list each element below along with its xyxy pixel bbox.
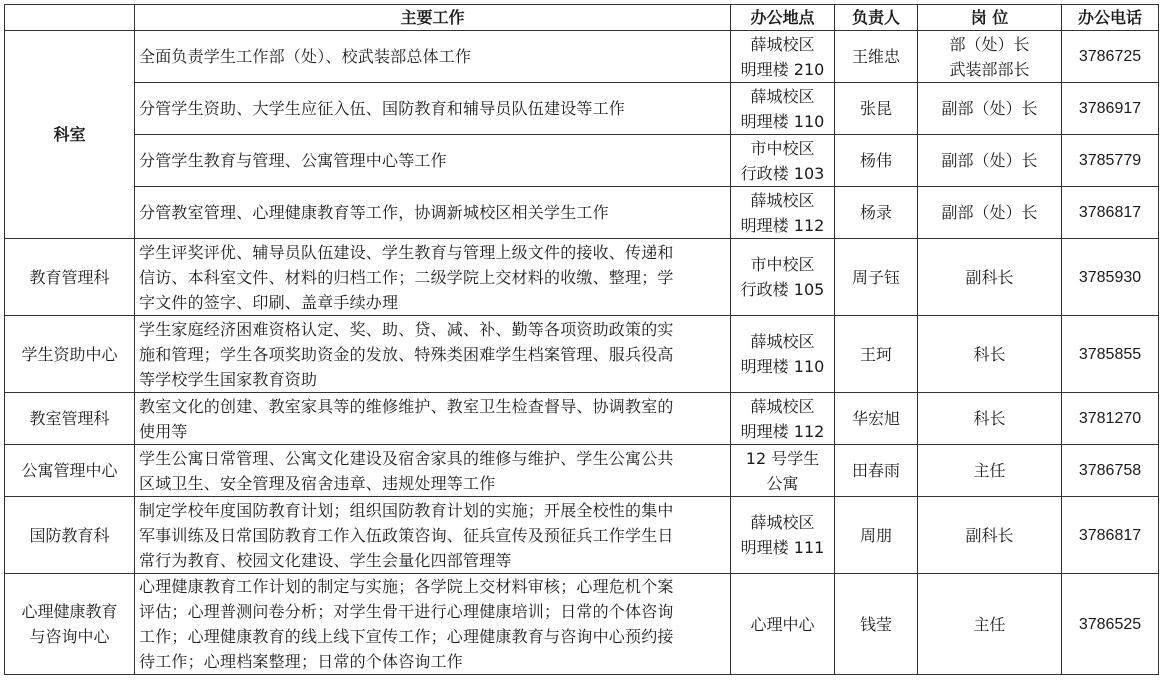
table-row [5, 316, 1159, 393]
work-line: 施和管理；学生各项奖助资金的发放、特殊类困难学生档案管理、服兵役高 [139, 344, 674, 364]
work-cell [135, 393, 731, 445]
location-cell [731, 187, 835, 239]
work-line: 区域卫生、安全管理及宿舍违章、违规处理等工作 [139, 473, 496, 493]
location-line: 行政楼 103 [740, 163, 825, 183]
table-row [5, 83, 1159, 135]
table-row [5, 574, 1159, 675]
phone-cell: 3786917 [1062, 83, 1159, 135]
table-row [5, 187, 1159, 239]
dept-cell: 公寓管理中心 [5, 445, 135, 497]
header-person: 负责人 [835, 5, 918, 31]
table-row [5, 497, 1159, 574]
dept-cell [5, 574, 135, 675]
position-cell: 副部（处）长 [918, 187, 1062, 239]
work-cell: 全面负责学生工作部（处）、校武装部总体工作 [135, 31, 731, 83]
position-cell: 副科长 [918, 497, 1062, 574]
work-cell [135, 445, 731, 497]
person-cell: 周子钰 [835, 239, 918, 316]
header-phone: 办公电话 [1062, 5, 1159, 31]
work-cell [135, 574, 731, 675]
phone-cell: 3781270 [1062, 393, 1159, 445]
location-line: 明理楼 110 [740, 111, 825, 131]
work-line: 学生家庭经济困难资格认定、奖、助、贷、减、补、勤等各项资助政策的实 [139, 319, 674, 339]
location-cell [731, 239, 835, 316]
location-cell [731, 497, 835, 574]
location-cell: 心理中心 [731, 574, 835, 675]
location-line: 薛城校区 [750, 86, 815, 106]
position-cell: 科长 [918, 393, 1062, 445]
phone-cell: 3786758 [1062, 445, 1159, 497]
work-line: 军事训练及日常国防教育工作入伍政策咨询、征兵宣传及预征兵工作学生日 [139, 525, 674, 545]
work-cell [135, 316, 731, 393]
work-line: 信访、本科室文件、材料的归档工作；二级学院上交材料的收缴、整理；学 [139, 267, 674, 287]
header-location: 办公地点 [731, 5, 835, 31]
phone-cell: 3786817 [1062, 187, 1159, 239]
person-cell: 杨伟 [835, 135, 918, 187]
phone-cell: 3786725 [1062, 31, 1159, 83]
dept-cell: 国防教育科 [5, 497, 135, 574]
person-cell: 周朋 [835, 497, 918, 574]
position-cell: 科长 [918, 316, 1062, 393]
location-cell [731, 31, 835, 83]
location-line: 行政楼 105 [740, 280, 825, 299]
work-line: 学生评奖评优、辅导员队伍建设、学生教育与管理上级文件的接收、传递和 [139, 242, 674, 262]
person-cell: 杨录 [835, 187, 918, 239]
person-cell: 钱莹 [835, 574, 918, 675]
work-line: 心理健康教育工作计划的制定与实施；各学院上交材料审核；心理危机个案 [139, 577, 674, 596]
duty-table [4, 4, 1159, 675]
work-line: 工作；心理健康教育的线上线下宣传工作；心理健康教育与咨询中心预约接 [139, 627, 674, 646]
position-cell: 副科长 [918, 239, 1062, 316]
work-line: 常行为教育、校园文化建设、学生会量化四部管理等 [139, 550, 512, 570]
table-row [5, 239, 1159, 316]
phone-cell: 3785930 [1062, 239, 1159, 316]
position-cell: 副部（处）长 [918, 135, 1062, 187]
work-line: 评估；心理普测问卷分析；对学生骨干进行心理健康培训；日常的个体咨询 [139, 602, 674, 621]
dept-cell-office: 科室 [5, 31, 135, 239]
location-line: 明理楼 112 [740, 215, 825, 235]
location-line: 公寓 [766, 473, 799, 493]
work-cell: 分管学生教育与管理、公寓管理中心等工作 [135, 135, 731, 187]
phone-cell: 3785779 [1062, 135, 1159, 187]
location-line: 薛城校区 [750, 190, 815, 210]
work-line: 教室文化的创建、教室家具等的维修维护、教室卫生检查督导、协调教室的 [139, 396, 674, 416]
work-line: 待工作；心理档案整理；日常的个体咨询工作 [139, 652, 464, 671]
location-line: 薛城校区 [750, 332, 815, 351]
person-cell: 田春雨 [835, 445, 918, 497]
person-cell: 华宏旭 [835, 393, 918, 445]
header-position: 岗 位 [918, 5, 1062, 31]
position-line: 部（处）长 [949, 34, 1030, 54]
location-cell [731, 83, 835, 135]
work-cell: 分管教室管理、心理健康教育等工作，协调新城校区相关学生工作 [135, 187, 731, 239]
work-cell: 分管学生资助、大学生应征入伍、国防教育和辅导员队伍建设等工作 [135, 83, 731, 135]
work-line: 等学校学生国家教育资助 [139, 369, 318, 389]
person-cell: 王维忠 [835, 31, 918, 83]
person-cell: 张昆 [835, 83, 918, 135]
work-line: 制定学校年度国防教育计划；组织国防教育计划的实施；开展全校性的集中 [139, 500, 674, 520]
position-cell: 主任 [918, 574, 1062, 675]
location-line: 12 号学生 [745, 448, 820, 468]
location-line: 市中校区 [750, 138, 815, 158]
table-row [5, 135, 1159, 187]
dept-line: 心理健康教育 [21, 602, 118, 621]
location-line: 市中校区 [750, 255, 815, 274]
location-cell [731, 393, 835, 445]
location-line: 薛城校区 [750, 513, 815, 532]
dept-cell: 教室管理科 [5, 393, 135, 445]
work-line: 使用等 [139, 421, 188, 441]
header-dept [5, 5, 135, 31]
work-cell [135, 239, 731, 316]
location-cell [731, 316, 835, 393]
location-line: 明理楼 112 [740, 421, 825, 441]
dept-cell: 教育管理科 [5, 239, 135, 316]
header-work: 主要工作 [135, 5, 731, 31]
location-line: 薛城校区 [750, 34, 815, 54]
position-cell [918, 31, 1062, 83]
location-line: 薛城校区 [750, 396, 815, 416]
location-cell [731, 135, 835, 187]
dept-line: 与咨询中心 [29, 627, 110, 646]
dept-cell: 学生资助中心 [5, 316, 135, 393]
table-row [5, 445, 1159, 497]
location-line: 明理楼 111 [740, 538, 825, 557]
table-row [5, 31, 1159, 83]
phone-cell: 3786525 [1062, 574, 1159, 675]
location-line: 明理楼 210 [740, 59, 825, 79]
phone-cell: 3785855 [1062, 316, 1159, 393]
person-cell: 王珂 [835, 316, 918, 393]
table-row [5, 393, 1159, 445]
position-cell: 副部（处）长 [918, 83, 1062, 135]
header-row [5, 5, 1159, 31]
position-line: 武装部部长 [949, 59, 1030, 79]
position-cell: 主任 [918, 445, 1062, 497]
location-line: 明理楼 110 [740, 357, 825, 376]
work-line: 学生公寓日常管理、公寓文化建设及宿舍家具的维修与维护、学生公寓公共 [139, 448, 674, 468]
work-cell [135, 497, 731, 574]
work-line: 字文件的签字、印刷、盖章手续办理 [139, 292, 399, 312]
phone-cell: 3786817 [1062, 497, 1159, 574]
location-cell [731, 445, 835, 497]
